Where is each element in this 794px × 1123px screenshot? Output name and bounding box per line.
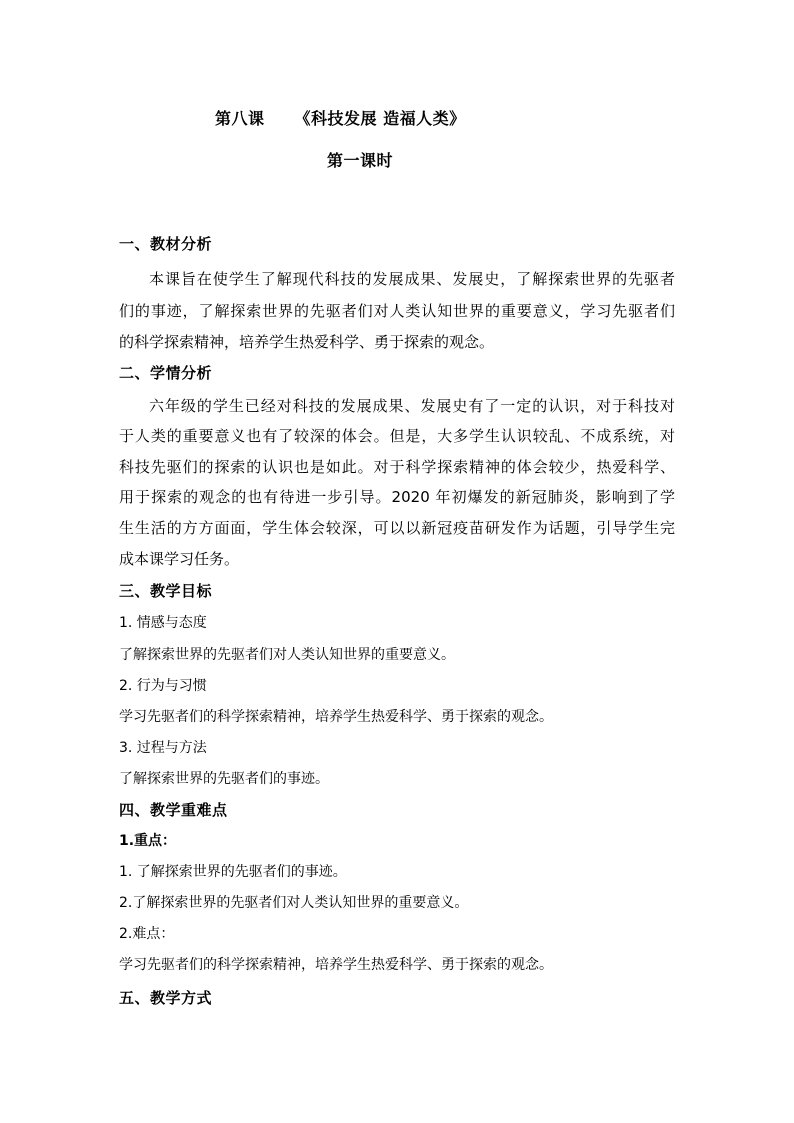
paragraph-line: 于人类的重要意义也有了较深的体会。但是，大多学生认识较乱、不成系统，对 [119, 427, 675, 445]
paragraph-line: 本课旨在使学生了解现代科技的发展成果、发展史，了解探索世界的先驱者 [149, 270, 675, 288]
goal-label: 2. 行为与习惯 [119, 678, 207, 694]
key-point-item: 2.了解探索世界的先驱者们对人类认知世界的重要意义。 [119, 895, 469, 911]
difficult-point-label: 2.难点： [119, 926, 175, 942]
section-heading-student-analysis: 二、学情分析 [119, 364, 213, 382]
key-point-item: 1. 了解探索世界的先驱者们的事迹。 [119, 864, 347, 880]
lesson-subtitle: 第一课时 [327, 151, 394, 170]
paragraph-line: 科技先驱们的探索的认识也是如此。对于科学探索精神的体会较少，热爱科学、 [119, 458, 675, 476]
goal-text: 了解探索世界的先驱者们的事迹。 [119, 771, 329, 787]
section-heading-textbook-analysis: 一、教材分析 [119, 235, 213, 253]
lesson-title [215, 106, 466, 129]
paragraph-line: 成本课学习任务。 [119, 550, 240, 568]
paragraph-line: 们的事迹，了解探索世界的先驱者们对人类认知世界的重要意义，学习先驱者们 [119, 302, 675, 320]
key-point-label: 1.重点： [119, 833, 177, 849]
difficult-point-text: 学习先驱者们的科学探索精神，培养学生热爱科学、勇于探索的观念。 [119, 957, 553, 973]
section-heading-teaching-goals: 三、教学目标 [119, 582, 213, 600]
goal-text: 了解探索世界的先驱者们对人类认知世界的重要意义。 [119, 647, 455, 663]
paragraph-line: 的科学探索精神，培养学生热爱科学、勇于探索的观念。 [119, 333, 495, 351]
lesson-name: 《科技发展 造福人类》 [294, 109, 466, 128]
paragraph-line: 六年级的学生已经对科技的发展成果、发展史有了一定的认识，对于科技对 [149, 397, 675, 415]
section-heading-teaching-methods: 五、教学方式 [119, 989, 213, 1007]
goal-text: 学习先驱者们的科学探索精神，培养学生热爱科学、勇于探索的观念。 [119, 709, 553, 725]
goal-label: 1. 情感与态度 [119, 615, 207, 631]
lesson-number: 第八课 [215, 109, 265, 128]
goal-label: 3. 过程与方法 [119, 740, 207, 756]
paragraph-line: 用于探索的观念的也有待进一步引导。2020 年初爆发的新冠肺炎，影响到了学 [119, 488, 675, 506]
paragraph-line: 生生活的方方面面，学生体会较深，可以以新冠疫苗研发作为话题，引导学生完 [119, 519, 675, 537]
section-heading-key-points: 四、教学重难点 [119, 801, 228, 819]
